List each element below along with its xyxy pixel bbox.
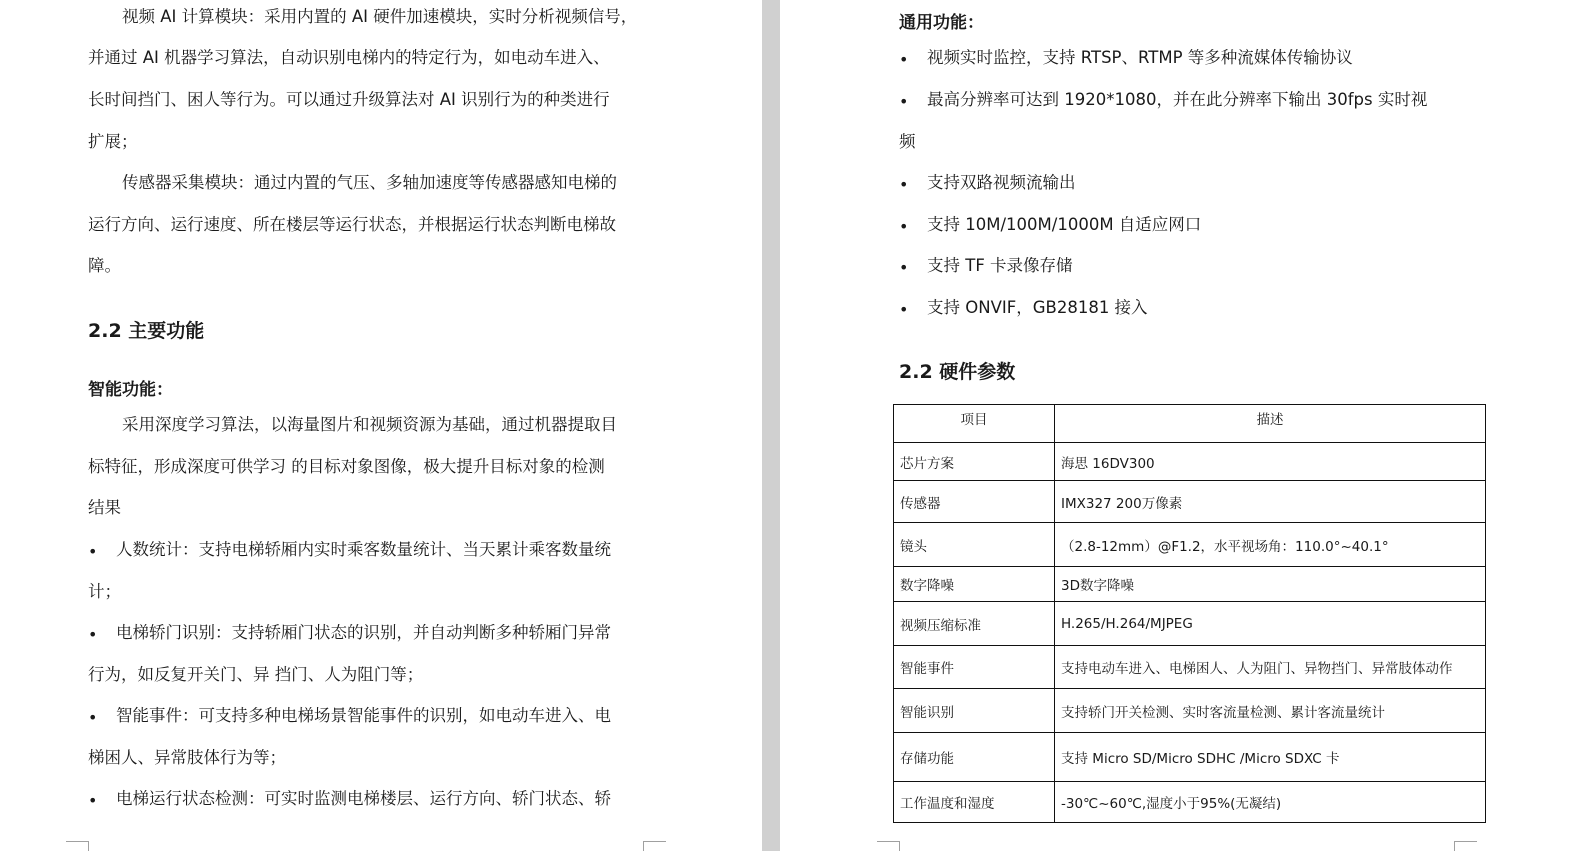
bullet-icon: • [899,217,909,236]
paragraph-line: 并通过 AI 机器学习算法，自动识别电梯内的特定行为，如电动车进入、 [88,48,610,67]
page-corner-mark [643,841,666,851]
list-item-continuation: 梯困人、异常肢体行为等； [88,748,286,767]
right-page [780,0,1569,851]
table-cell-value: -30℃~60℃,湿度小于95%(无凝结) [1055,782,1486,823]
table-cell-label: 存储功能 [894,733,1055,782]
bullet-icon: • [899,50,909,69]
smart-functions-heading: 智能功能： [88,380,173,400]
page-gutter [762,0,780,851]
table-row [894,689,1486,733]
table-header-item: 项目 [894,405,1055,443]
list-item: 电梯轿门识别：支持轿厢门状态的识别，并自动判断多种轿厢门异常 [116,623,611,642]
table-row [894,733,1486,782]
page-corner-mark [1454,841,1477,851]
table-cell-value: 支持 Micro SD/Micro SDHC /Micro SDXC 卡 [1055,733,1486,782]
table-header-description: 描述 [1055,405,1486,443]
table-cell-value: 海思 16DV300 [1055,443,1486,481]
paragraph-line: 长时间挡门、困人等行为。可以通过升级算法对 AI 识别行为的种类进行 [88,90,610,109]
table-row [894,602,1486,646]
table-cell-label: 数字降噪 [894,567,1055,602]
table-row [894,782,1486,823]
section-title-main-functions: 2.2 主要功能 [88,320,205,342]
list-item-continuation: 频 [899,132,916,151]
list-item: 电梯运行状态检测：可实时监测电梯楼层、运行方向、轿门状态、轿 [116,789,611,808]
bullet-icon: • [899,300,909,319]
table-cell-label: 镜头 [894,523,1055,567]
paragraph-line: 结果 [88,498,121,517]
table-row [894,646,1486,689]
bullet-icon: • [899,175,909,194]
table-cell-value: IMX327 200万像素 [1055,481,1486,523]
table-cell-value: （2.8-12mm）@F1.2，水平视场角：110.0°~40.1° [1055,523,1486,567]
general-functions-heading: 通用功能： [899,13,984,33]
table-cell-label: 智能事件 [894,646,1055,689]
table-cell-label: 芯片方案 [894,443,1055,481]
list-item: 人数统计：支持电梯轿厢内实时乘客数量统计、当天累计乘客数量统 [116,540,611,559]
list-item: 视频实时监控，支持 RTSP、RTMP 等多种流媒体传输协议 [927,48,1353,67]
paragraph-line: 运行方向、运行速度、所在楼层等运行状态，并根据运行状态判断电梯故 [88,215,616,234]
table-cell-label: 智能识别 [894,689,1055,733]
list-item-continuation: 计； [88,582,121,601]
paragraph-line: 标特征，形成深度可供学习 的目标对象图像，极大提升目标对象的检测 [88,457,605,476]
paragraph-line: 障。 [88,256,121,275]
list-item: 最高分辨率可达到 1920*1080，并在此分辨率下输出 30fps 实时视 [927,90,1428,109]
list-item: 支持 TF 卡录像存储 [927,256,1073,275]
table-row [894,443,1486,481]
table-cell-label: 视频压缩标准 [894,602,1055,646]
table-row [894,567,1486,602]
table-cell-value: 支持轿门开关检测、实时客流量检测、累计客流量统计 [1055,689,1486,733]
paragraph-line: 扩展； [88,132,138,151]
left-page [0,0,762,851]
page-corner-mark [877,841,900,851]
list-item: 支持双路视频流输出 [927,173,1076,192]
list-item: 智能事件：可支持多种电梯场景智能事件的识别，如电动车进入、电 [116,706,611,725]
table-cell-value: 支持电动车进入、电梯困人、人为阻门、异物挡门、异常肢体动作 [1055,646,1486,689]
table-cell-label: 传感器 [894,481,1055,523]
bullet-icon: • [899,258,909,277]
table-cell-value: 3D数字降噪 [1055,567,1486,602]
bullet-icon: • [88,708,98,727]
bullet-icon: • [899,92,909,111]
table-row [894,481,1486,523]
section-title-hardware-params: 2.2 硬件参数 [899,361,1016,383]
table-cell-label: 工作温度和湿度 [894,782,1055,823]
paragraph-line: 视频 AI 计算模块：采用内置的 AI 硬件加速模块，实时分析视频信号， [122,7,638,26]
list-item-continuation: 行为，如反复开关门、异 挡门、人为阻门等； [88,665,424,684]
table-cell-value: H.265/H.264/MJPEG [1055,602,1486,646]
table-header-row [894,405,1486,443]
bullet-icon: • [88,791,98,810]
table-row [894,523,1486,567]
hardware-spec-table [893,404,1486,823]
bullet-icon: • [88,625,98,644]
list-item: 支持 ONVIF，GB28181 接入 [927,298,1148,317]
bullet-icon: • [88,542,98,561]
page-corner-mark [66,841,89,851]
list-item: 支持 10M/100M/1000M 自适应网口 [927,215,1202,234]
paragraph-line: 采用深度学习算法，以海量图片和视频资源为基础，通过机器提取目 [122,415,617,434]
paragraph-line: 传感器采集模块：通过内置的气压、多轴加速度等传感器感知电梯的 [122,173,617,192]
